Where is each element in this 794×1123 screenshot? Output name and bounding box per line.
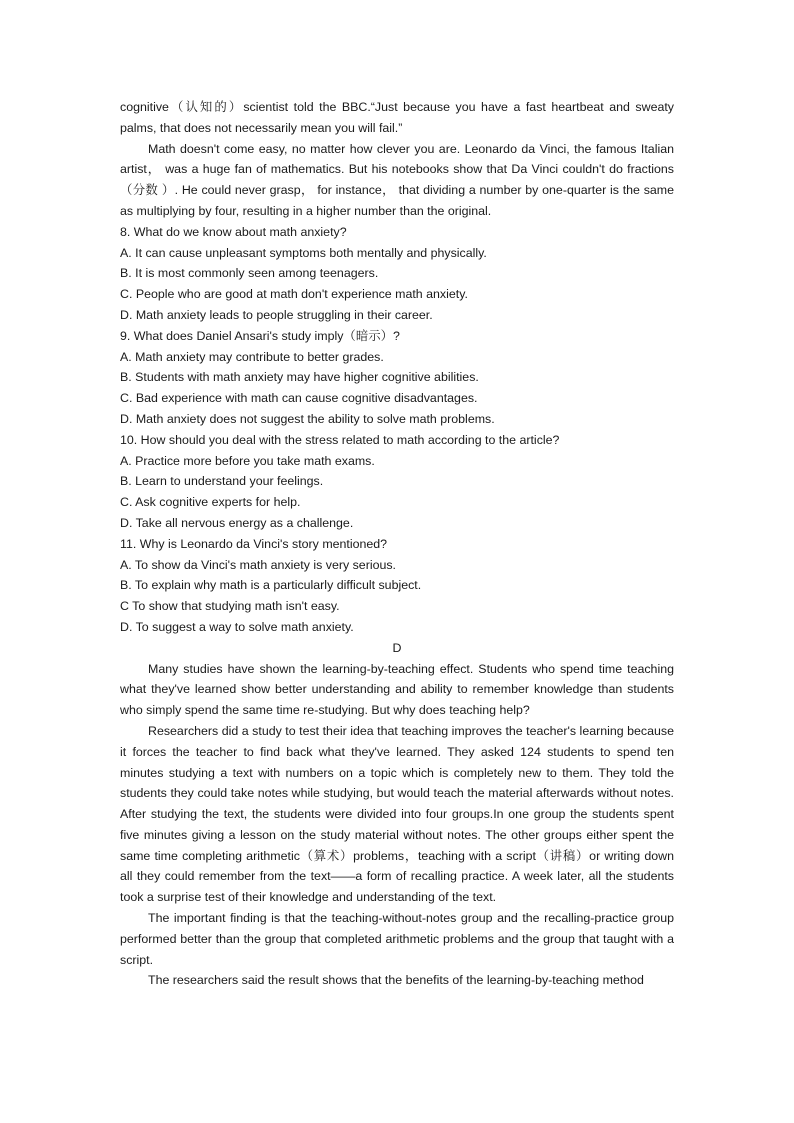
question-8 [120,222,674,326]
option-b: B. Learn to understand your feelings. [120,474,324,489]
option-b: B. To explain why math is a particularly difficult subject. [120,578,422,593]
question-stem: 8. What do we know about math anxiety? [120,224,347,239]
option-a: A. To show da Vinci's math anxiety is very serious. [120,557,396,572]
option-c: C To show that studying math isn't easy. [120,599,340,614]
option-b: B. Students with math anxiety may have higher cognitive abilities. [120,370,479,385]
option-c: C. Bad experience with math can cause cognitive disadvantages. [120,391,478,406]
question-stem: 11. Why is Leonardo da Vinci's story mentioned? [120,536,388,551]
question-10 [120,430,674,534]
option-c: C. Ask cognitive experts for help. [120,495,301,510]
option-a: A. Practice more before you take math exams. [120,453,375,468]
option-a: A. It can cause unpleasant symptoms both mentally and physically. [120,245,487,260]
continued-paragraph: cognitive（认知的）scientist told the BBC.“Just because you have a fast heartbeat and sweaty palms, that does not necessarily mean you will fail.” [120,100,674,135]
davinci-paragraph: Math doesn't come easy, no matter how clever you are. Leonardo da Vinci, the famous Italian artist， was a huge fan of mathematics. But his notebooks show that Da Vinci couldn't do fractions（分数 ）. He could never grasp， for instance， that dividing a number by one-quarter is the same as multiplying by four, resulting in a higher number than the original. [120,141,674,218]
question-stem: 9. What does Daniel Ansari's study imply（暗示）? [120,328,400,343]
section-d-paragraph-2: Researchers did a study to test their idea that teaching improves the teacher's learning because it forces the teacher to find back what they've learned. They asked 124 students to spend ten minutes studying a text with numbers on a topic which is completely new to them. They told the students they could take notes while studying, but would teach the material afterwards without notes. After studying the text, the students were divided into four groups.In one group the students spent five minutes giving a lesson on the study material without notes. The other groups either spent the same time completing arithmetic（算术）problems，teaching with a script（讲稿）or writing down all they could remember from the text——a form of recalling practice. A week later, all the students took a surprise test of their knowledge and understanding of the text. [120,723,674,905]
option-d: D. Math anxiety does not suggest the ability to solve math problems. [120,411,495,426]
question-9 [120,326,674,430]
question-stem: 10. How should you deal with the stress related to math according to the article? [120,432,560,447]
question-11 [120,534,674,638]
option-a: A. Math anxiety may contribute to better grades. [120,349,384,364]
option-c: C. People who are good at math don't experience math anxiety. [120,287,468,302]
document-page [120,97,674,991]
option-d: D. To suggest a way to solve math anxiety. [120,619,354,634]
section-d-paragraph-3: The important finding is that the teaching-without-notes group and the recalling-practice group performed better than the group that completed arithmetic problems and the group that taught with a script. [120,911,674,967]
section-heading: D [392,640,402,655]
option-b: B. It is most commonly seen among teenagers. [120,266,379,281]
option-d: D. Take all nervous energy as a challenge. [120,515,354,530]
option-d: D. Math anxiety leads to people struggling in their career. [120,307,433,322]
section-d-paragraph-1: Many studies have shown the learning-by-teaching effect. Students who spend time teaching what they've learned show better understanding and ability to remember knowledge than students who simply spend the same time re-studying. But why does teaching help? [120,661,674,718]
section-d-paragraph-4: The researchers said the result shows that the benefits of the learning-by-teaching method [148,973,644,988]
